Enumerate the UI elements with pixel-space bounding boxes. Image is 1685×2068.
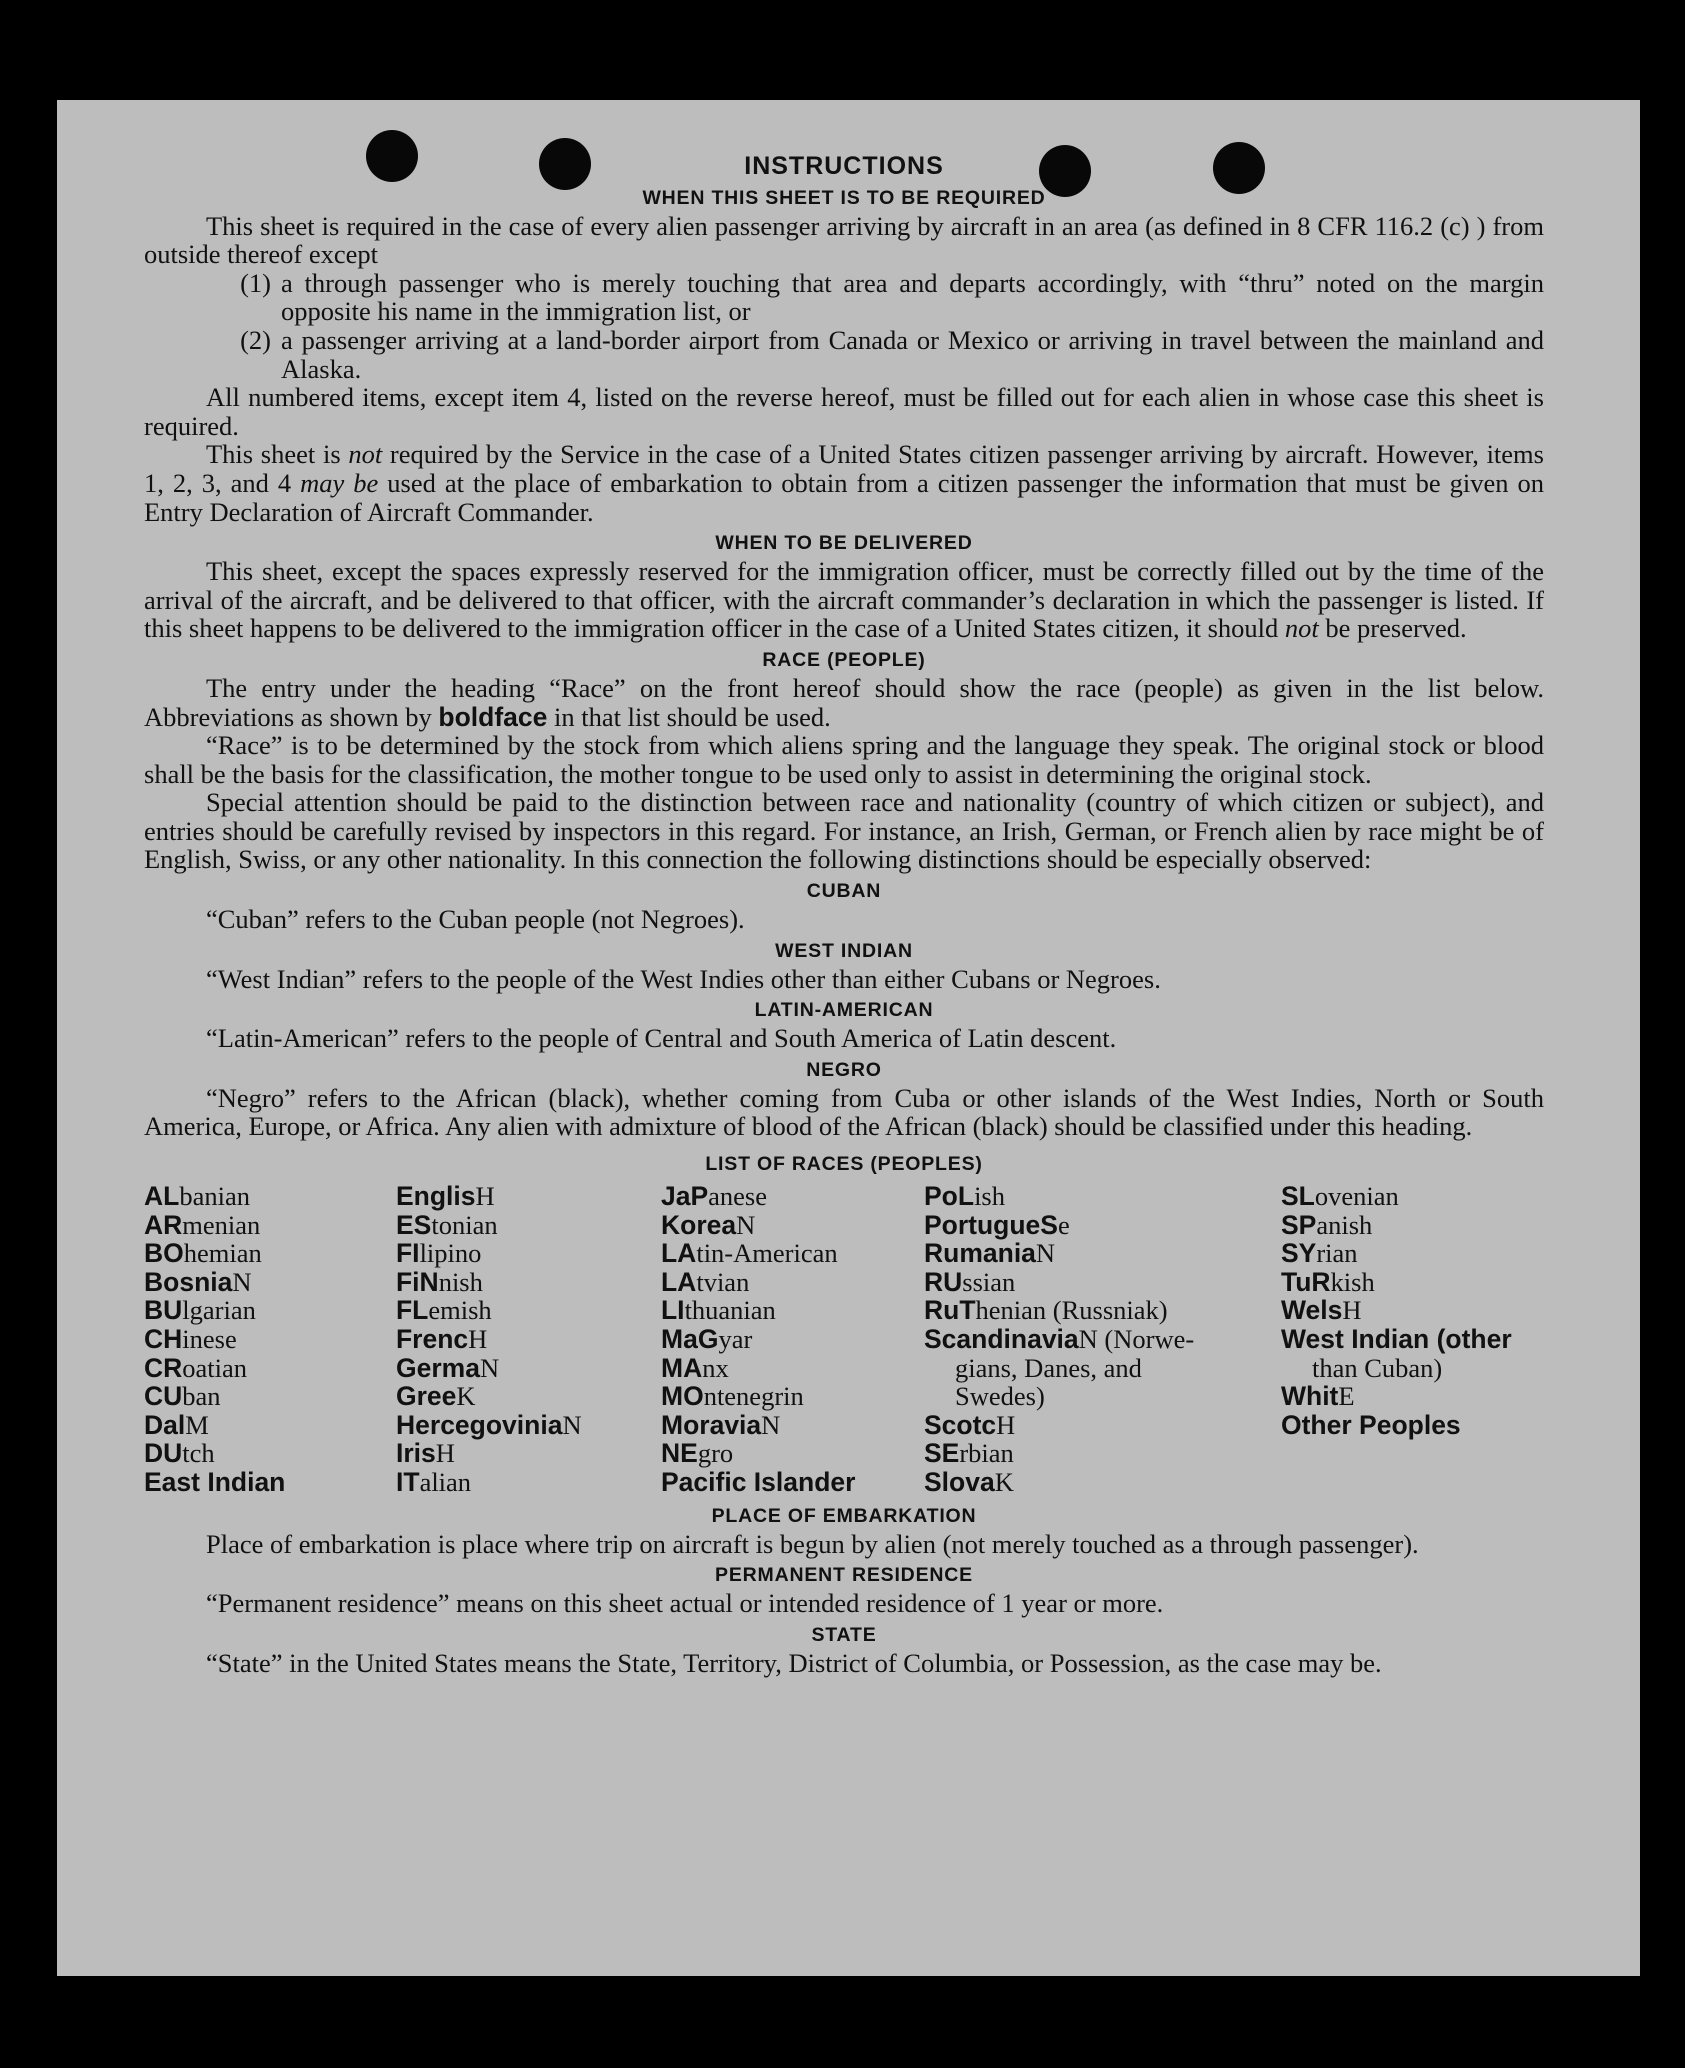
race-entry: HercegoviniaN — [396, 1409, 582, 1440]
race-entry: ARmenian — [144, 1209, 261, 1240]
race-entry: JaPanese — [661, 1181, 768, 1212]
heading-list-of-races: LIST OF RACES (PEOPLES) — [705, 1153, 983, 1176]
race-list — [144, 1182, 1544, 1497]
race-entry: SYrian — [1281, 1238, 1358, 1269]
race-entry: ITalian — [396, 1466, 472, 1497]
heading-permanent-residence: PERMANENT RESIDENCE — [715, 1564, 973, 1587]
race-entry: MoraviaN — [661, 1409, 781, 1440]
race-column-3 — [661, 1182, 924, 1497]
race-paragraph-2: “Race” is to be determined by the stock from which aliens spring and the language they speak. The original stock or blood shall be the basis for the classification, the mother tongue to be used only to assist in determining the original stock. — [144, 730, 1544, 789]
race-entry: WelsH — [1281, 1295, 1362, 1326]
race-entry: ScandinaviaN (Norwe- — [924, 1324, 1195, 1354]
state-text: “State” in the United States means the State, Territory, District of Columbia, or Possession, as the case may be. — [206, 1647, 1382, 1678]
race-entry: EnglisH — [396, 1181, 495, 1212]
race-entry: gians, Danes, and — [955, 1352, 1142, 1383]
race-entry: SPanish — [1281, 1209, 1373, 1240]
race-entry: SErbian — [924, 1438, 1014, 1469]
race-entry: BosniaN — [144, 1266, 252, 1297]
heading-when-required: WHEN THIS SHEET IS TO BE REQUIRED — [642, 186, 1046, 209]
exception-item-1 — [144, 269, 1544, 326]
race-entry: EStonian — [396, 1209, 498, 1240]
race-entry: West Indian (other — [1281, 1324, 1512, 1354]
race-entry: RuThenian (Russniak) — [924, 1295, 1168, 1326]
race-entry: East Indian — [144, 1466, 286, 1497]
latin-american-definition: “Latin-American” refers to the people of Central and South America of Latin descent. — [206, 1023, 1117, 1054]
race-entry: FrencH — [396, 1324, 488, 1354]
race-entry: CRoatian — [144, 1352, 248, 1383]
west-indian-definition: “West Indian” refers to the people of the West Indies other than either Cubans or Negroes. — [206, 963, 1161, 994]
exception-number: (1) — [240, 267, 271, 298]
exception-item-2 — [144, 326, 1544, 383]
citizen-paragraph: This sheet is not required by the Service in the case of a United States citizen passenger arriving by aircraft. However, items 1, 2, 3, and 4 may be used at the place of embarkation to obtain from a citizen passenger the information that must be given on Entry Declaration of Aircraft Commander. — [144, 439, 1544, 527]
race-entry: MaGyar — [661, 1324, 753, 1354]
race-column-5 — [1281, 1182, 1544, 1497]
race-entry: TuRkish — [1281, 1266, 1375, 1297]
race-column-1 — [144, 1182, 396, 1497]
race-entry: IrisH — [396, 1438, 455, 1469]
race-entry: Other Peoples — [1281, 1409, 1461, 1440]
heading-west-indian: WEST INDIAN — [775, 939, 913, 962]
heading-place-of-embarkation: PLACE OF EMBARKATION — [711, 1504, 977, 1527]
when-required-intro: This sheet is required in the case of every alien passenger arriving by aircraft in an area (as defined in 8 CFR 116.2 (c) ) from outside thereof except — [144, 210, 1544, 270]
race-column-2 — [396, 1182, 661, 1497]
heading-latin-american: LATIN-AMERICAN — [754, 999, 934, 1022]
race-entry: LAtin-American — [661, 1238, 838, 1269]
race-entry: FLemish — [396, 1295, 492, 1326]
race-entry: PortugueSe — [924, 1209, 1070, 1240]
race-entry: CUban — [144, 1381, 221, 1412]
race-entry: SlovaK — [924, 1466, 1014, 1497]
place-of-embarkation-text: Place of embarkation is place where trip on aircraft is begun by alien (not merely touched as a through passenger). — [206, 1528, 1419, 1559]
heading-when-delivered: WHEN TO BE DELIVERED — [715, 532, 973, 555]
page-title: INSTRUCTIONS — [744, 152, 944, 180]
race-entry: ScotcH — [924, 1409, 1016, 1440]
when-delivered-paragraph: This sheet, except the spaces expressly reserved for the immigration officer, must be correctly filled out by the time of the arrival of the aircraft, and be delivered to that officer, with the aircraft commander’s declaration in which the passenger is listed. If this sheet happens to be delivered to the immigration officer in the case of a United States citizen, it should not be preserved. — [144, 556, 1544, 644]
negro-definition: “Negro” refers to the African (black), whether coming from Cuba or other islands of the West Indies, North or South America, Europe, or Africa. Any alien with admixture of blood of the African (black) should be classified under this heading. — [144, 1082, 1544, 1142]
race-paragraph-1: The entry under the heading “Race” on the front hereof should show the race (people) as given in the list below. Abbreviations as shown by boldface in that list should be used. — [144, 672, 1544, 732]
race-entry: GermaN — [396, 1352, 500, 1383]
race-entry: MOntenegrin — [661, 1381, 804, 1412]
race-entry: LIthuanian — [661, 1295, 776, 1326]
race-entry: ALbanian — [144, 1181, 250, 1212]
cuban-definition: “Cuban” refers to the Cuban people (not Negroes). — [206, 904, 745, 935]
race-entry: PoLish — [924, 1181, 1005, 1212]
race-entry: CHinese — [144, 1324, 237, 1354]
race-entry: Pacific Islander — [661, 1466, 856, 1497]
race-paragraph-3: Special attention should be paid to the distinction between race and nationality (country of which citizen or subject), and entries should be carefully revised by inspectors in this regard. For instance, an Irish, German, or French alien by race might be of English, Swiss, or any other nationality. In this connection the following distinctions should be especially observed: — [144, 787, 1544, 875]
race-entry: MAnx — [661, 1352, 729, 1383]
race-column-4 — [924, 1182, 1281, 1497]
exception-text: a passenger arriving at a land-border airport from Canada or Mexico or arriving in travel between the mainland and Alaska. — [281, 324, 1544, 384]
race-entry: BOhemian — [144, 1238, 262, 1269]
race-entry: LAtvian — [661, 1266, 750, 1297]
exception-number: (2) — [240, 324, 271, 355]
race-entry: NEgro — [661, 1438, 734, 1469]
race-entry: than Cuban) — [1312, 1352, 1443, 1383]
race-entry: RUssian — [924, 1266, 1016, 1297]
heading-race: RACE (PEOPLE) — [762, 648, 926, 671]
instructions-content — [144, 152, 1544, 1677]
race-entry: KoreaN — [661, 1209, 756, 1240]
race-entry: RumaniaN — [924, 1238, 1056, 1269]
race-entry: FiNnish — [396, 1266, 483, 1297]
heading-negro: NEGRO — [806, 1058, 882, 1081]
race-entry: FIlipino — [396, 1238, 482, 1269]
numbered-items-paragraph: All numbered items, except item 4, listed on the reverse hereof, must be filled out for each alien in whose case this sheet is required. — [144, 382, 1544, 441]
exception-text: a through passenger who is merely touching that area and departs accordingly, with “thru” noted on the margin opposite his name in the immigration list, or — [281, 267, 1544, 327]
race-entry: Swedes) — [955, 1381, 1045, 1412]
race-entry: BUlgarian — [144, 1295, 256, 1326]
race-entry: DalM — [144, 1409, 209, 1440]
heading-cuban: CUBAN — [806, 880, 882, 903]
race-entry: DUtch — [144, 1438, 215, 1469]
race-entry: GreeK — [396, 1381, 476, 1412]
permanent-residence-text: “Permanent residence” means on this sheet actual or intended residence of 1 year or more. — [206, 1588, 1164, 1619]
form-sheet — [57, 100, 1640, 1976]
race-entry: SLovenian — [1281, 1181, 1399, 1212]
heading-state: STATE — [811, 1623, 877, 1646]
race-entry: WhitE — [1281, 1381, 1355, 1412]
